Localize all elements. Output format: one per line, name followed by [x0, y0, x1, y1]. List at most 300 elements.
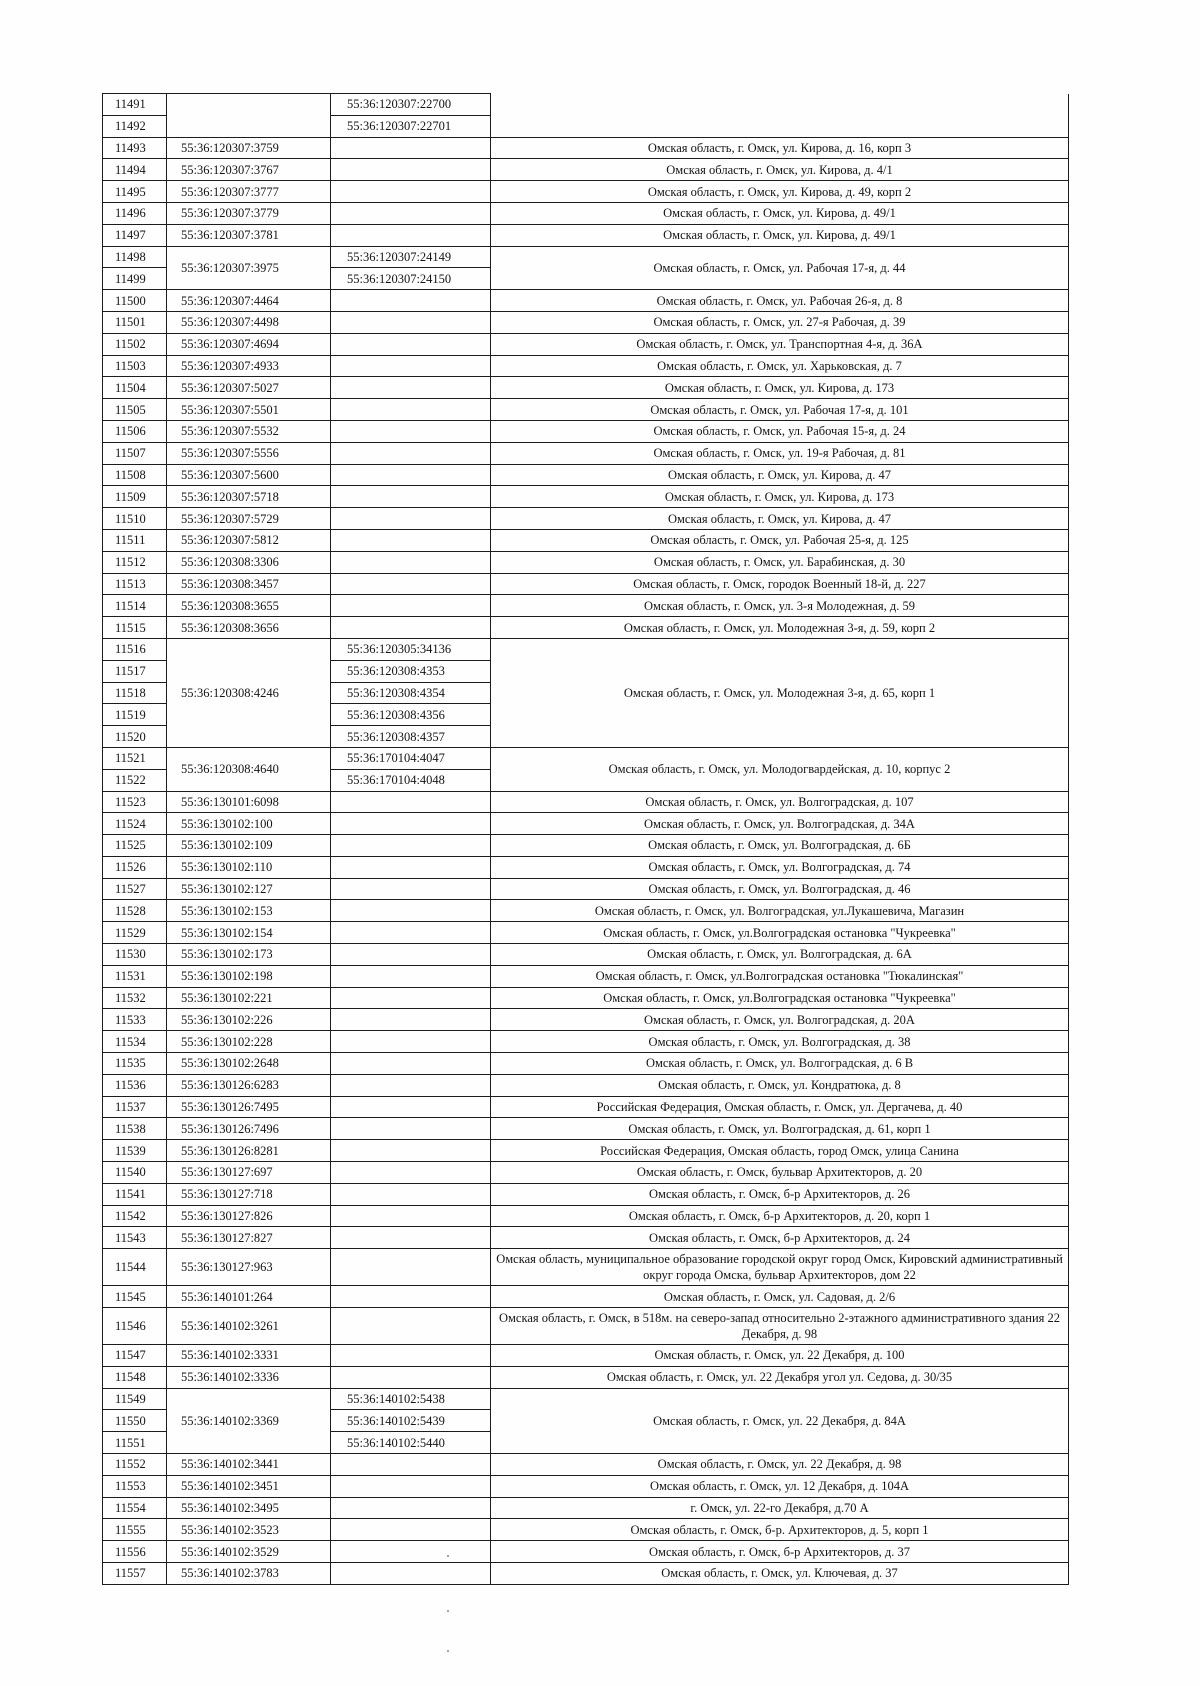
cadastral-number: 55:36:130127:718 [167, 1183, 331, 1205]
table-row [103, 290, 1069, 312]
address: Омская область, г. Омск, бульвар Архитекторов, д. 20 [491, 1162, 1069, 1184]
sub-cadastral-number [331, 1475, 491, 1497]
table-row [103, 1541, 1069, 1563]
row-number: 11548 [103, 1366, 167, 1388]
cadastral-number: 55:36:120308:3656 [167, 617, 331, 639]
row-number: 11530 [103, 944, 167, 966]
cadastral-number: 55:36:130102:154 [167, 922, 331, 944]
row-number: 11510 [103, 508, 167, 530]
address: Омская область, г. Омск, ул. Рабочая 17-я, д. 44 [491, 246, 1069, 290]
row-number: 11503 [103, 355, 167, 377]
cadastral-number: 55:36:140102:3441 [167, 1454, 331, 1476]
row-number: 11495 [103, 181, 167, 203]
cadastral-number: 55:36:140102:3451 [167, 1475, 331, 1497]
address: Омская область, г. Омск, ул. Транспортная 4-я, д. 36А [491, 333, 1069, 355]
row-number: 11552 [103, 1454, 167, 1476]
table-row [103, 355, 1069, 377]
cadastral-number: 55:36:130102:100 [167, 813, 331, 835]
sub-cadastral-number [331, 1031, 491, 1053]
table-row [103, 1497, 1069, 1519]
row-number: 11536 [103, 1074, 167, 1096]
address: Омская область, г. Омск, ул. Рабочая 17-я, д. 101 [491, 399, 1069, 421]
table-row [103, 813, 1069, 835]
row-number: 11529 [103, 922, 167, 944]
row-number: 11509 [103, 486, 167, 508]
table-row [103, 791, 1069, 813]
table-row [103, 551, 1069, 573]
cadastral-number: 55:36:130102:2648 [167, 1053, 331, 1075]
cadastral-number: 55:36:130126:8281 [167, 1140, 331, 1162]
sub-cadastral-number: 55:36:120307:24149 [331, 246, 491, 268]
sub-cadastral-number [331, 290, 491, 312]
address: Российская Федерация, Омская область, г. Омск, ул. Дергачева, д. 40 [491, 1096, 1069, 1118]
cadastral-table [102, 93, 1069, 1585]
table-row [103, 617, 1069, 639]
sub-cadastral-number [331, 1140, 491, 1162]
sub-cadastral-number [331, 856, 491, 878]
cadastral-number: 55:36:120307:4694 [167, 333, 331, 355]
sub-cadastral-number [331, 1497, 491, 1519]
address: г. Омск, ул. 22-го Декабря, д.70 А [491, 1497, 1069, 1519]
address: Омская область, г. Омск, ул. Волгоградская, д. 6А [491, 944, 1069, 966]
table-row [103, 1345, 1069, 1367]
sub-cadastral-number [331, 333, 491, 355]
address: Омская область, г. Омск, ул. Волгоградская, д. 107 [491, 791, 1069, 813]
cadastral-number: 55:36:130102:226 [167, 1009, 331, 1031]
sub-cadastral-number [331, 1227, 491, 1249]
address: Омская область, г. Омск, ул.Волгоградская остановка "Чукреевка" [491, 922, 1069, 944]
sub-cadastral-number [331, 159, 491, 181]
cadastral-number: 55:36:120307:3777 [167, 181, 331, 203]
sub-cadastral-number: 55:36:120307:22700 [331, 94, 491, 116]
address: Омская область, г. Омск, ул. Молодогвардейская, д. 10, корпус 2 [491, 747, 1069, 791]
cadastral-number: 55:36:130102:228 [167, 1031, 331, 1053]
sub-cadastral-number [331, 617, 491, 639]
cadastral-number: 55:36:130101:6098 [167, 791, 331, 813]
cadastral-number: 55:36:140101:264 [167, 1286, 331, 1308]
cadastral-number: 55:36:130127:963 [167, 1249, 331, 1286]
table-row [103, 486, 1069, 508]
sub-cadastral-number [331, 900, 491, 922]
sub-cadastral-number: 55:36:120308:4354 [331, 682, 491, 704]
address: Омская область, г. Омск, б-р. Архитекторов, д. 5, корп 1 [491, 1519, 1069, 1541]
sub-cadastral-number: 55:36:120308:4353 [331, 660, 491, 682]
cadastral-number: 55:36:130102:127 [167, 878, 331, 900]
table-row [103, 442, 1069, 464]
address: Омская область, г. Омск, б-р Архитекторов, д. 26 [491, 1183, 1069, 1205]
row-number: 11547 [103, 1345, 167, 1367]
sub-cadastral-number: 55:36:140102:5439 [331, 1410, 491, 1432]
row-number: 11541 [103, 1183, 167, 1205]
address: Омская область, г. Омск, ул.Волгоградская остановка "Чукреевка" [491, 987, 1069, 1009]
table-row [103, 1286, 1069, 1308]
cadastral-number: 55:36:120307:3975 [167, 246, 331, 290]
sub-cadastral-number [331, 1286, 491, 1308]
row-number: 11556 [103, 1541, 167, 1563]
cadastral-number: 55:36:140102:3523 [167, 1519, 331, 1541]
table-row [103, 1249, 1069, 1286]
table-row [103, 1162, 1069, 1184]
table-row [103, 1096, 1069, 1118]
sub-cadastral-number: 55:36:120308:4356 [331, 704, 491, 726]
table-row [103, 137, 1069, 159]
row-number: 11534 [103, 1031, 167, 1053]
address: Омская область, г. Омск, ул. 22 Декабря угол ул. Седова, д. 30/35 [491, 1366, 1069, 1388]
row-number: 11520 [103, 726, 167, 748]
sub-cadastral-number [331, 922, 491, 944]
row-number: 11501 [103, 311, 167, 333]
table-row [103, 1475, 1069, 1497]
table-row [103, 1053, 1069, 1075]
sub-cadastral-number: 55:36:170104:4047 [331, 747, 491, 769]
address: Омская область, г. Омск, ул. Кирова, д. 49, корп 2 [491, 181, 1069, 203]
address: Омская область, г. Омск, ул. 27-я Рабочая, д. 39 [491, 311, 1069, 333]
row-number: 11542 [103, 1205, 167, 1227]
row-number: 11521 [103, 747, 167, 769]
sub-cadastral-number [331, 1563, 491, 1585]
address: Омская область, г. Омск, ул. 22 Декабря, д. 100 [491, 1345, 1069, 1367]
table-row [103, 333, 1069, 355]
row-number: 11532 [103, 987, 167, 1009]
cadastral-number: 55:36:130126:7496 [167, 1118, 331, 1140]
row-number: 11555 [103, 1519, 167, 1541]
address: Омская область, г. Омск, ул. Волгоградская, д. 34А [491, 813, 1069, 835]
row-number: 11497 [103, 224, 167, 246]
cadastral-number: 55:36:130102:110 [167, 856, 331, 878]
cadastral-number: 55:36:120307:3779 [167, 202, 331, 224]
address: Омская область, г. Омск, ул. Кирова, д. 47 [491, 464, 1069, 486]
row-number: 11533 [103, 1009, 167, 1031]
cadastral-number: 55:36:120308:4640 [167, 747, 331, 791]
cadastral-number: 55:36:120308:3655 [167, 595, 331, 617]
sub-cadastral-number: 55:36:140102:5440 [331, 1432, 491, 1454]
cadastral-number: 55:36:120307:4498 [167, 311, 331, 333]
scan-speck [447, 1610, 449, 1612]
sub-cadastral-number: 55:36:120307:24150 [331, 268, 491, 290]
table-row [103, 1118, 1069, 1140]
cadastral-number: 55:36:130126:6283 [167, 1074, 331, 1096]
sub-cadastral-number [331, 399, 491, 421]
address: Омская область, г. Омск, ул.Волгоградская остановка "Тюкалинская" [491, 965, 1069, 987]
table-row [103, 900, 1069, 922]
address: Омская область, г. Омск, ул. 19-я Рабочая, д. 81 [491, 442, 1069, 464]
address: Омская область, г. Омск, ул. Волгоградская, д. 20А [491, 1009, 1069, 1031]
sub-cadastral-number [331, 420, 491, 442]
row-number: 11557 [103, 1563, 167, 1585]
cadastral-number: 55:36:120308:3457 [167, 573, 331, 595]
cadastral-number: 55:36:140102:3495 [167, 1497, 331, 1519]
row-number: 11504 [103, 377, 167, 399]
sub-cadastral-number [331, 944, 491, 966]
sub-cadastral-number [331, 1074, 491, 1096]
address: Омская область, г. Омск, городок Военный 18-й, д. 227 [491, 573, 1069, 595]
table-row [103, 1454, 1069, 1476]
cadastral-number: 55:36:120307:4464 [167, 290, 331, 312]
row-number: 11508 [103, 464, 167, 486]
row-number: 11544 [103, 1249, 167, 1286]
address: Омская область, г. Омск, ул. Волгоградская, ул.Лукашевича, Магазин [491, 900, 1069, 922]
table-row [103, 922, 1069, 944]
sub-cadastral-number [331, 202, 491, 224]
cadastral-number: 55:36:120307:5556 [167, 442, 331, 464]
address: Омская область, г. Омск, ул. Харьковская, д. 7 [491, 355, 1069, 377]
address: Омская область, г. Омск, ул. Рабочая 25-я, д. 125 [491, 529, 1069, 551]
address: Омская область, г. Омск, ул. Молодежная 3-я, д. 65, корп 1 [491, 638, 1069, 747]
sub-cadastral-number [331, 1308, 491, 1345]
row-number: 11518 [103, 682, 167, 704]
row-number: 11537 [103, 1096, 167, 1118]
row-number: 11492 [103, 115, 167, 137]
table-row [103, 94, 1069, 116]
table-row [103, 1366, 1069, 1388]
sub-cadastral-number: 55:36:140102:5438 [331, 1388, 491, 1410]
row-number: 11549 [103, 1388, 167, 1410]
row-number: 11512 [103, 551, 167, 573]
cadastral-number [167, 94, 331, 116]
sub-cadastral-number: 55:36:170104:4048 [331, 769, 491, 791]
sub-cadastral-number [331, 1096, 491, 1118]
sub-cadastral-number [331, 878, 491, 900]
cadastral-number: 55:36:130127:827 [167, 1227, 331, 1249]
address: Омская область, г. Омск, ул. Волгоградская, д. 61, корп 1 [491, 1118, 1069, 1140]
sub-cadastral-number [331, 1162, 491, 1184]
cadastral-number: 55:36:120308:4246 [167, 638, 331, 747]
cadastral-number: 55:36:120307:5501 [167, 399, 331, 421]
address: Омская область, г. Омск, ул. Волгоградская, д. 74 [491, 856, 1069, 878]
sub-cadastral-number [331, 311, 491, 333]
row-number: 11526 [103, 856, 167, 878]
row-number: 11498 [103, 246, 167, 268]
row-number: 11540 [103, 1162, 167, 1184]
table-row [103, 856, 1069, 878]
table-row [103, 246, 1069, 268]
row-number: 11499 [103, 268, 167, 290]
sub-cadastral-number [331, 835, 491, 857]
cadastral-number: 55:36:140102:3331 [167, 1345, 331, 1367]
sub-cadastral-number [331, 791, 491, 813]
sub-cadastral-number [331, 529, 491, 551]
address: Омская область, г. Омск, ул. Кирова, д. 16, корп 3 [491, 137, 1069, 159]
table-row [103, 573, 1069, 595]
row-number: 11493 [103, 137, 167, 159]
sub-cadastral-number [331, 1249, 491, 1286]
cadastral-number: 55:36:130102:153 [167, 900, 331, 922]
table-row [103, 377, 1069, 399]
row-number: 11514 [103, 595, 167, 617]
table-row [103, 1205, 1069, 1227]
row-number: 11538 [103, 1118, 167, 1140]
row-number: 11519 [103, 704, 167, 726]
address: Омская область, г. Омск, ул. Кирова, д. 49/1 [491, 202, 1069, 224]
sub-cadastral-number [331, 224, 491, 246]
address: Омская область, г. Омск, б-р Архитекторов, д. 37 [491, 1541, 1069, 1563]
cadastral-number: 55:36:140102:3783 [167, 1563, 331, 1585]
row-number: 11494 [103, 159, 167, 181]
row-number: 11543 [103, 1227, 167, 1249]
address: Российская Федерация, Омская область, город Омск, улица Санина [491, 1140, 1069, 1162]
table-row [103, 224, 1069, 246]
row-number: 11517 [103, 660, 167, 682]
sub-cadastral-number [331, 1519, 491, 1541]
cadastral-number: 55:36:120307:5600 [167, 464, 331, 486]
table-row [103, 464, 1069, 486]
sub-cadastral-number [331, 377, 491, 399]
address: Омская область, г. Омск, ул. Волгоградская, д. 38 [491, 1031, 1069, 1053]
cadastral-number: 55:36:120307:5027 [167, 377, 331, 399]
address: Омская область, г. Омск, ул. 22 Декабря, д. 98 [491, 1454, 1069, 1476]
sub-cadastral-number: 55:36:120307:22701 [331, 115, 491, 137]
row-number: 11491 [103, 94, 167, 116]
address: Омская область, г. Омск, ул. Кирова, д. 173 [491, 377, 1069, 399]
address: Омская область, г. Омск, ул. 3-я Молодежная, д. 59 [491, 595, 1069, 617]
cadastral-number: 55:36:140102:3261 [167, 1308, 331, 1345]
row-number: 11525 [103, 835, 167, 857]
table-row [103, 202, 1069, 224]
sub-cadastral-number: 55:36:120308:4357 [331, 726, 491, 748]
table-row [103, 311, 1069, 333]
table-row [103, 508, 1069, 530]
row-number: 11522 [103, 769, 167, 791]
table-row [103, 638, 1069, 660]
table-row [103, 1519, 1069, 1541]
row-number: 11496 [103, 202, 167, 224]
sub-cadastral-number [331, 1454, 491, 1476]
address: Омская область, муниципальное образование городской округ город Омск, Кировский административный округ города Омска, бульвар Архитекторов, дом 22 [491, 1249, 1069, 1286]
table-row [103, 1140, 1069, 1162]
sub-cadastral-number [331, 486, 491, 508]
row-number: 11500 [103, 290, 167, 312]
row-number: 11550 [103, 1410, 167, 1432]
cadastral-number: 55:36:120307:3767 [167, 159, 331, 181]
table-row [103, 1031, 1069, 1053]
address: Омская область, г. Омск, ул. 22 Декабря, д. 84А [491, 1388, 1069, 1453]
row-number: 11515 [103, 617, 167, 639]
table-row [103, 835, 1069, 857]
sub-cadastral-number [331, 442, 491, 464]
cadastral-number: 55:36:140102:3529 [167, 1541, 331, 1563]
table-row [103, 1388, 1069, 1410]
cadastral-number: 55:36:120307:4933 [167, 355, 331, 377]
row-number: 11524 [103, 813, 167, 835]
cadastral-number: 55:36:130102:109 [167, 835, 331, 857]
sub-cadastral-number [331, 595, 491, 617]
row-number: 11531 [103, 965, 167, 987]
address: Омская область, г. Омск, ул. Волгоградская, д. 46 [491, 878, 1069, 900]
address: Омская область, г. Омск, ул. Садовая, д. 2/6 [491, 1286, 1069, 1308]
row-number: 11505 [103, 399, 167, 421]
sub-cadastral-number [331, 1053, 491, 1075]
sub-cadastral-number [331, 464, 491, 486]
table-row [103, 965, 1069, 987]
cadastral-number: 55:36:120308:3306 [167, 551, 331, 573]
cadastral-number: 55:36:140102:3369 [167, 1388, 331, 1453]
table-row [103, 1308, 1069, 1345]
sub-cadastral-number [331, 1118, 491, 1140]
row-number: 11506 [103, 420, 167, 442]
cadastral-number: 55:36:130102:221 [167, 987, 331, 1009]
address: Омская область, г. Омск, б-р Архитекторов, д. 20, корп 1 [491, 1205, 1069, 1227]
sub-cadastral-number [331, 551, 491, 573]
cadastral-number: 55:36:130102:198 [167, 965, 331, 987]
table-row [103, 747, 1069, 769]
address: Омская область, г. Омск, ул. Волгоградская, д. 6Б [491, 835, 1069, 857]
address: Омская область, г. Омск, ул. Кирова, д. 49/1 [491, 224, 1069, 246]
address [491, 94, 1069, 138]
cadastral-number [167, 115, 331, 137]
cadastral-number: 55:36:130127:697 [167, 1162, 331, 1184]
row-number: 11539 [103, 1140, 167, 1162]
address: Омская область, г. Омск, ул. Кирова, д. 4/1 [491, 159, 1069, 181]
address: Омская область, г. Омск, в 518м. на северо-запад относительно 2-этажного административного здания 22 Декабря, д. 98 [491, 1308, 1069, 1345]
scan-speck [447, 1650, 449, 1652]
sub-cadastral-number [331, 965, 491, 987]
sub-cadastral-number [331, 1366, 491, 1388]
sub-cadastral-number: 55:36:120305:34136 [331, 638, 491, 660]
row-number: 11502 [103, 333, 167, 355]
table-row [103, 595, 1069, 617]
sub-cadastral-number [331, 813, 491, 835]
sub-cadastral-number [331, 137, 491, 159]
address: Омская область, г. Омск, б-р Архитекторов, д. 24 [491, 1227, 1069, 1249]
cadastral-number: 55:36:120307:5532 [167, 420, 331, 442]
row-number: 11554 [103, 1497, 167, 1519]
address: Омская область, г. Омск, ул. Ключевая, д. 37 [491, 1563, 1069, 1585]
address: Омская область, г. Омск, ул. 12 Декабря, д. 104А [491, 1475, 1069, 1497]
row-number: 11516 [103, 638, 167, 660]
sub-cadastral-number [331, 1183, 491, 1205]
row-number: 11535 [103, 1053, 167, 1075]
table-row [103, 399, 1069, 421]
sub-cadastral-number [331, 573, 491, 595]
row-number: 11546 [103, 1308, 167, 1345]
table-row [103, 1074, 1069, 1096]
table-row [103, 987, 1069, 1009]
sub-cadastral-number [331, 1205, 491, 1227]
sub-cadastral-number [331, 987, 491, 1009]
scan-speck [447, 1555, 449, 1557]
table-row [103, 420, 1069, 442]
cadastral-number: 55:36:130127:826 [167, 1205, 331, 1227]
cadastral-number: 55:36:140102:3336 [167, 1366, 331, 1388]
row-number: 11511 [103, 529, 167, 551]
cadastral-table-body [103, 94, 1069, 1585]
row-number: 11553 [103, 1475, 167, 1497]
sub-cadastral-number [331, 508, 491, 530]
row-number: 11551 [103, 1432, 167, 1454]
address: Омская область, г. Омск, ул. Кирова, д. 173 [491, 486, 1069, 508]
table-row [103, 159, 1069, 181]
address: Омская область, г. Омск, ул. Барабинская, д. 30 [491, 551, 1069, 573]
table-row [103, 1009, 1069, 1031]
sub-cadastral-number [331, 1345, 491, 1367]
row-number: 11545 [103, 1286, 167, 1308]
table-row [103, 944, 1069, 966]
table-row [103, 1563, 1069, 1585]
row-number: 11528 [103, 900, 167, 922]
address: Омская область, г. Омск, ул. Рабочая 26-я, д. 8 [491, 290, 1069, 312]
address: Омская область, г. Омск, ул. Молодежная 3-я, д. 59, корп 2 [491, 617, 1069, 639]
address: Омская область, г. Омск, ул. Волгоградская, д. 6 В [491, 1053, 1069, 1075]
cadastral-number: 55:36:120307:5729 [167, 508, 331, 530]
row-number: 11513 [103, 573, 167, 595]
table-row [103, 1183, 1069, 1205]
table-row [103, 181, 1069, 203]
address: Омская область, г. Омск, ул. Кирова, д. 47 [491, 508, 1069, 530]
sub-cadastral-number [331, 181, 491, 203]
cadastral-number: 55:36:120307:3759 [167, 137, 331, 159]
sub-cadastral-number [331, 1009, 491, 1031]
table-row [103, 1227, 1069, 1249]
